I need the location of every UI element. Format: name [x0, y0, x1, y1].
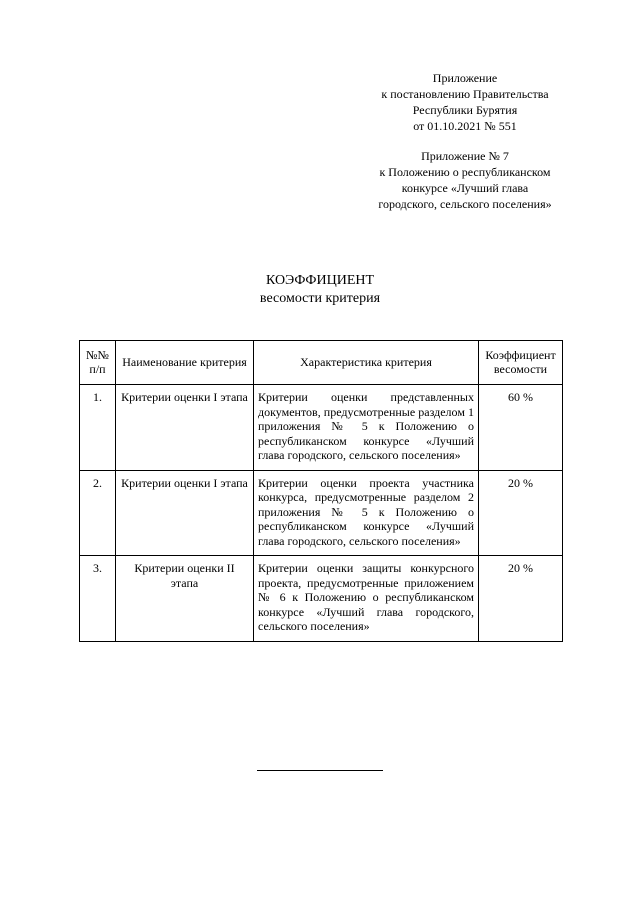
row-coef: 20 % [479, 556, 563, 642]
appendix-line: городского, сельского поселения» [378, 197, 552, 211]
title-main: КОЭФФИЦИЕНТ [265, 273, 375, 288]
row-num: 2. [80, 470, 116, 556]
appendix-line: к постановлению Правительства [381, 87, 549, 101]
header-name: Наименование критерия [116, 341, 254, 385]
appendix-line: к Положению о республиканском [379, 165, 551, 179]
table-header-row [80, 341, 563, 385]
table-row [80, 385, 563, 471]
row-desc: Критерии оценки представленных документов, предусмотренные разделом 1 приложения № 5 к Положению о республиканском конкурсе «Лучший глава городского, сельского поселения» [254, 385, 479, 471]
appendix-line: Республики Бурятия [412, 103, 518, 117]
header-coef: Коэффициент весомости [479, 341, 563, 385]
appendix-line: Приложение [432, 71, 498, 85]
row-coef: 60 % [479, 385, 563, 471]
row-desc: Критерии оценки проекта участника конкурса, предусмотренные разделом 2 приложения № 5 к Положению о республиканском конкурсе «Лучший глава городского, сельского поселения» [254, 470, 479, 556]
table-row [80, 470, 563, 556]
row-coef: 20 % [479, 470, 563, 556]
header-desc: Характеристика критерия [254, 341, 479, 385]
appendix-header [360, 70, 570, 212]
table-row [80, 556, 563, 642]
row-name: Критерии оценки I этапа [116, 470, 254, 556]
appendix-line: конкурсе «Лучший глава [401, 181, 529, 195]
appendix-line: от 01.10.2021 № 551 [413, 119, 517, 133]
appendix-line: Приложение № 7 [421, 149, 509, 163]
row-name: Критерии оценки I этапа [116, 385, 254, 471]
criteria-table [79, 340, 563, 642]
header-num: №№ п/п [80, 341, 116, 385]
row-num: 1. [80, 385, 116, 471]
row-desc: Критерии оценки защиты конкурсного проекта, предусмотренные приложением № 6 к Положению о республиканском конкурсе «Лучший глава городского, сельского поселения» [254, 556, 479, 642]
appendix-resolution-block [360, 70, 570, 134]
end-divider [257, 770, 383, 771]
row-num: 3. [80, 556, 116, 642]
title-subtitle: весомости критерия [259, 291, 381, 306]
row-name: Критерии оценки II этапа [116, 556, 254, 642]
document-title [0, 272, 640, 308]
appendix-regulation-block [360, 148, 570, 212]
